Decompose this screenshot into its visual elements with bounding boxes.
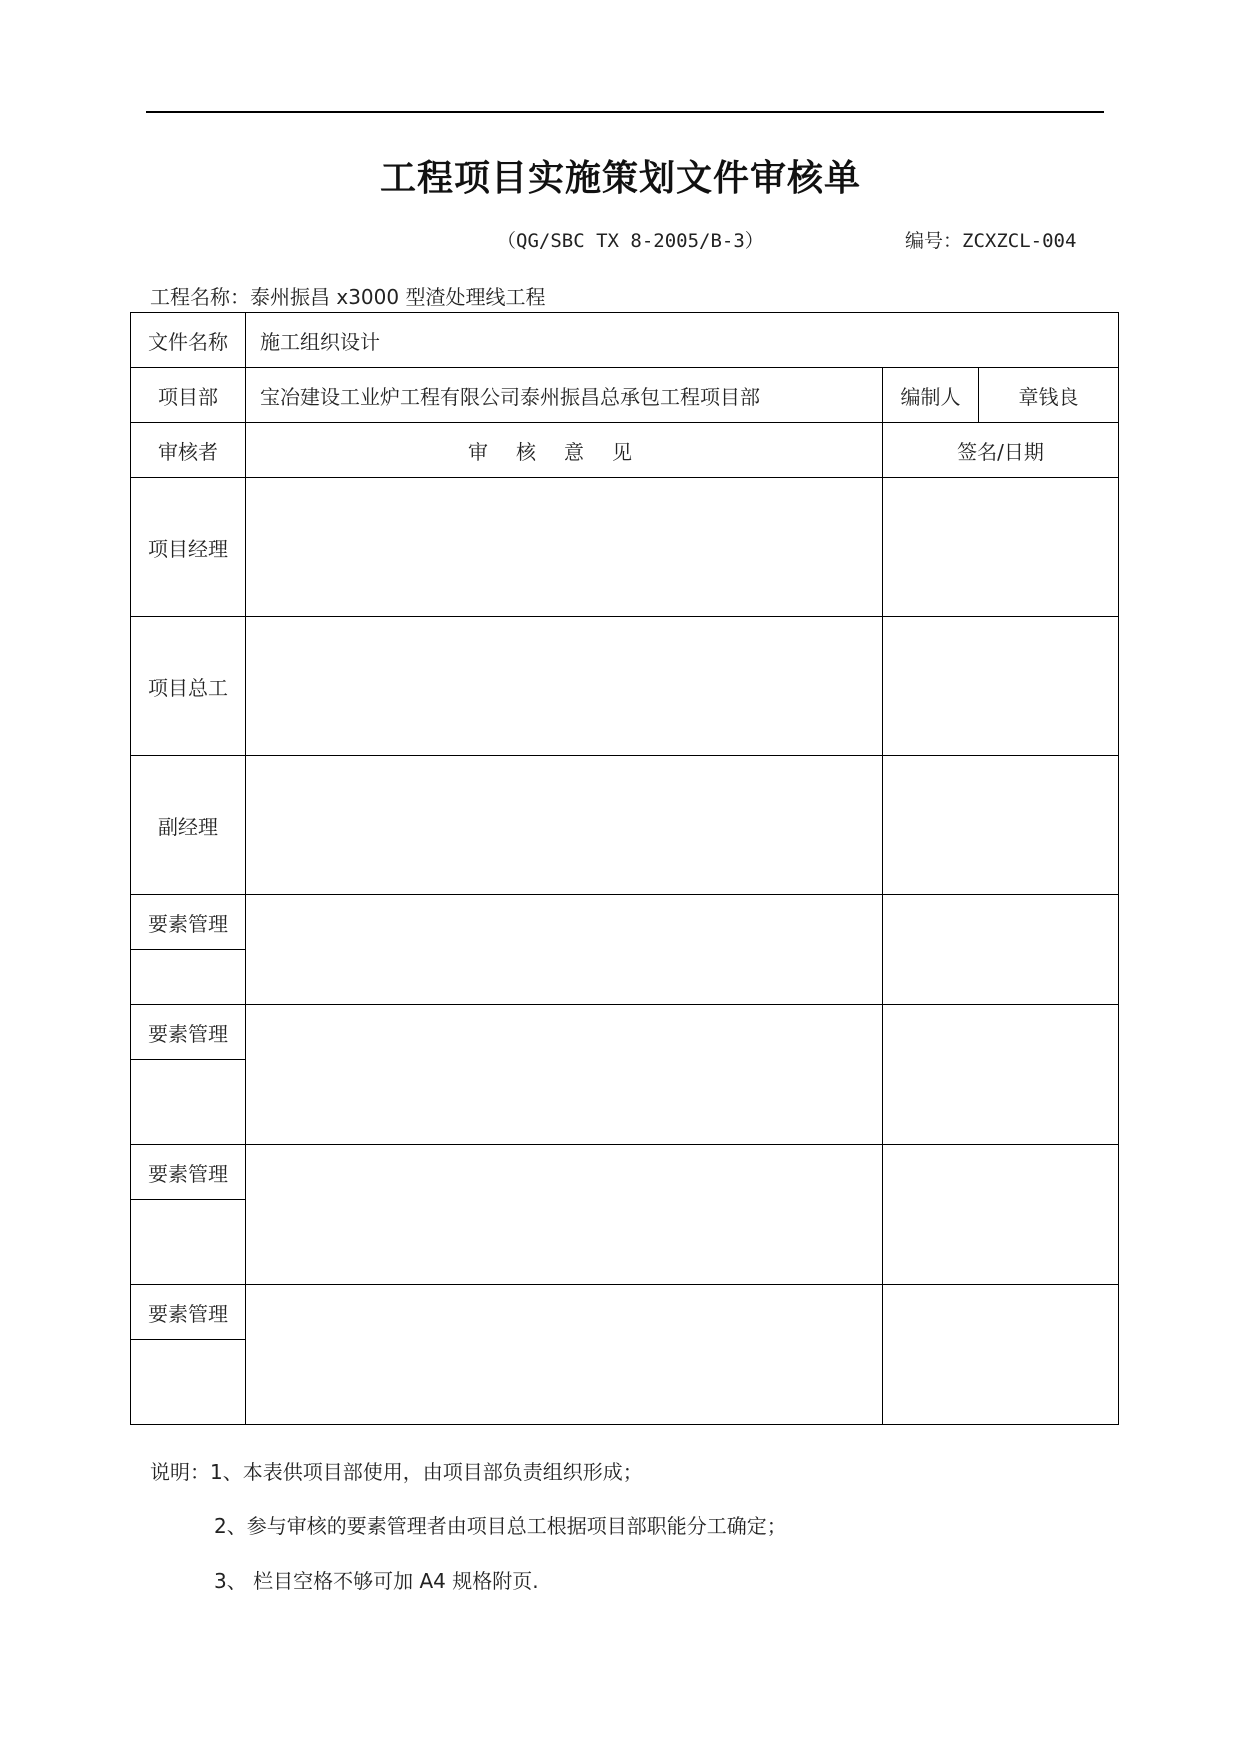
note-2: 2、参与审核的要素管理者由项目总工根据项目部职能分工确定； [214,1514,787,1538]
review-row [131,617,1119,756]
opinion-cell[interactable] [246,895,883,1005]
file-name-row [131,313,1119,368]
signature-cell[interactable] [883,1005,1119,1145]
department-row [131,368,1119,423]
reviewer-label: 项目经理 [131,478,246,617]
document-title: 工程项目实施策划文件审核单 [379,158,861,199]
reviewer-label: 要素管理 [131,1005,246,1060]
file-name-label: 文件名称 [131,313,246,368]
opinion-cell[interactable] [246,1005,883,1145]
reviewer-label: 项目总工 [131,617,246,756]
opinion-cell[interactable] [246,1145,883,1285]
signature-cell[interactable] [883,1145,1119,1285]
author-value[interactable]: 章钱良 [979,368,1119,423]
review-row [131,1005,1119,1060]
opinion-cell[interactable] [246,617,883,756]
file-name-value[interactable]: 施工组织设计 [246,313,1119,368]
signature-column-header: 签名/日期 [883,423,1119,478]
reviewer-label: 要素管理 [131,895,246,950]
department-value[interactable]: 宝冶建设工业炉工程有限公司泰州振昌总承包工程项目部 [246,368,883,423]
opinion-cell[interactable] [246,1285,883,1425]
note-1: 说明：1、本表供项目部使用，由项目部负责组织形成； [150,1460,643,1484]
signature-cell[interactable] [883,478,1119,617]
signature-cell[interactable] [883,895,1119,1005]
reviewer-column-header: 审核者 [131,423,246,478]
reviewer-name-cell[interactable] [131,950,246,1005]
author-label: 编制人 [883,368,979,423]
reviewer-label: 要素管理 [131,1145,246,1200]
review-row [131,895,1119,950]
department-label: 项目部 [131,368,246,423]
reviewer-name-cell[interactable] [131,1060,246,1145]
opinion-column-header: 审核意见 [246,423,883,478]
reviewer-name-cell[interactable] [131,1200,246,1285]
reviewer-label: 要素管理 [131,1285,246,1340]
review-row [131,1285,1119,1340]
review-form-table [130,312,1119,1425]
review-row [131,1145,1119,1200]
header-row [131,423,1119,478]
signature-cell[interactable] [883,617,1119,756]
reviewer-name-cell[interactable] [131,1340,246,1425]
document-number: 编号：ZCXZCL-004 [905,230,1077,252]
standard-code: （QG/SBC TX 8-2005/B-3） [497,230,764,252]
review-row [131,478,1119,617]
header-rule [146,111,1104,113]
signature-cell[interactable] [883,756,1119,895]
reviewer-label: 副经理 [131,756,246,895]
opinion-cell[interactable] [246,478,883,617]
note-3: 3、 栏目空格不够可加 A4 规格附页. [214,1569,539,1593]
project-name: 工程名称：泰州振昌 x3000 型渣处理线工程 [150,285,546,309]
opinion-cell[interactable] [246,756,883,895]
signature-cell[interactable] [883,1285,1119,1425]
review-row [131,756,1119,895]
